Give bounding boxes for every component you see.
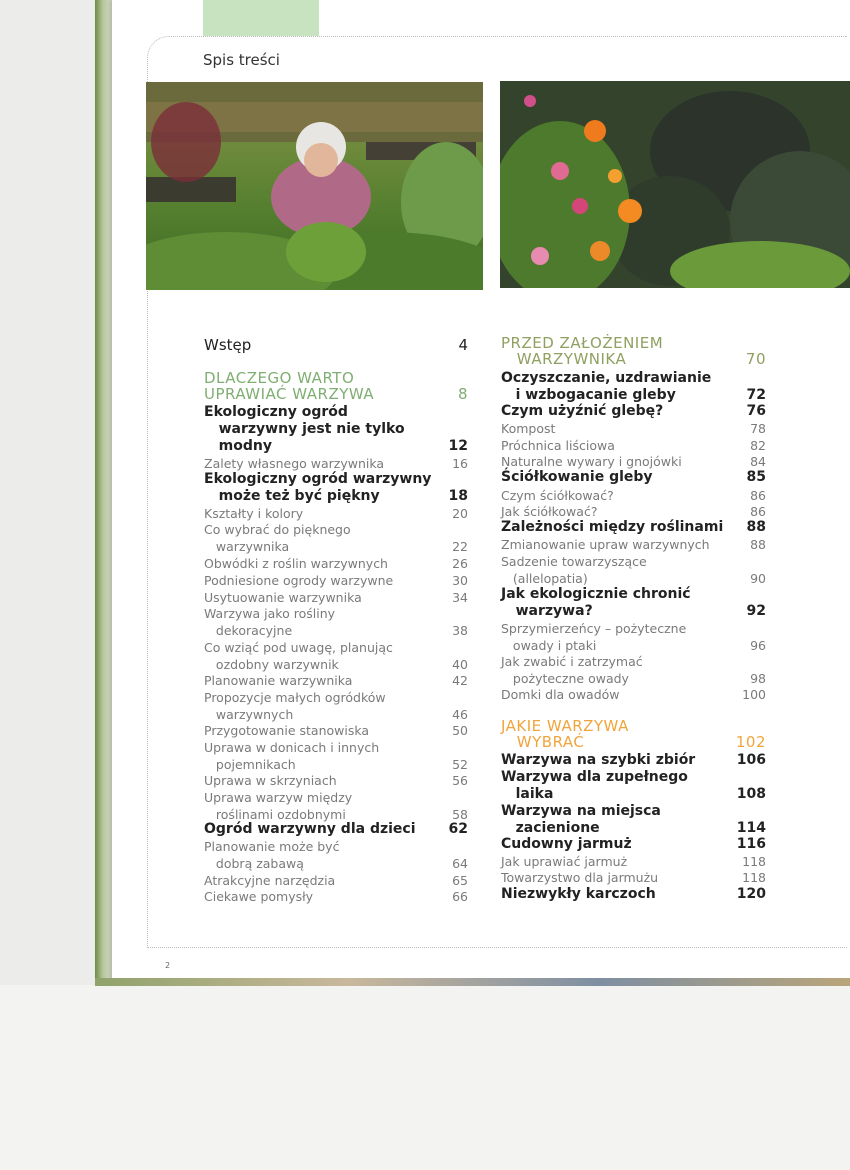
toc-entry	[501, 886, 766, 903]
toc-entry	[204, 639, 468, 673]
toc-entry-page: 78	[750, 421, 766, 436]
toc-entry-title: Warzywa jako rośliny dekoracyjne	[204, 606, 336, 638]
toc-entry	[204, 505, 468, 522]
toc-entry	[204, 872, 468, 889]
toc-entry	[501, 503, 766, 520]
toc-entry-title: Przygotowanie stanowiska	[204, 723, 370, 738]
toc-entry-page: 96	[750, 638, 766, 653]
toc-entry-page: 76	[746, 403, 766, 419]
toc-entry-page: 18	[448, 488, 468, 504]
toc-entry-page: 120	[736, 886, 766, 902]
toc-entry-page: 26	[452, 556, 468, 571]
toc-entry-title: Oczyszczanie, uzdrawianie i wzbogacanie gleby	[501, 370, 712, 403]
toc-entry-page: 34	[452, 590, 468, 605]
toc-entry-page: 106	[736, 752, 766, 768]
toc-entry-title: Jak uprawiać jarmuż	[501, 854, 628, 869]
page-tab	[203, 0, 319, 36]
toc-entry-title: Planowanie może być dobrą zabawą	[204, 839, 340, 871]
toc-entry-page: 102	[735, 733, 766, 751]
page-title: Spis treści	[203, 51, 280, 69]
toc-entry-page: 88	[750, 537, 766, 552]
toc-entry-page: 88	[746, 519, 766, 535]
toc-entry-page: 46	[452, 707, 468, 722]
toc-entry-title: PRZED ZAŁOŻENIEM WARZYWNIKA	[501, 334, 664, 368]
toc-entry-page: 72	[746, 387, 766, 403]
toc-entry-title: Co wziąć pod uwagę, planując ozdobny warzywnik	[204, 640, 393, 672]
toc-entry	[501, 553, 766, 587]
toc-entry-page: 118	[742, 870, 766, 885]
toc-entry	[501, 487, 766, 504]
toc-entry	[501, 836, 766, 853]
toc-entry	[501, 653, 766, 687]
toc-entry	[204, 589, 468, 606]
toc-entry-title: Jak ściółkować?	[501, 504, 598, 519]
toc-entry-page: 82	[750, 438, 766, 453]
toc-entry-page: 92	[746, 603, 766, 619]
toc-entry-page: 12	[448, 438, 468, 454]
toc-entry-title: Sprzymierzeńcy – pożyteczne owady i ptaki	[501, 621, 687, 653]
toc-entry	[204, 337, 468, 354]
toc-entry-page: 90	[750, 571, 766, 586]
kale-flowers-photo	[500, 81, 850, 288]
toc-entry-title: Propozycje małych ogródków warzywnych	[204, 690, 386, 722]
toc-entry-title: Zalety własnego warzywnika	[204, 456, 385, 471]
toc-entry-page: 8	[457, 385, 468, 403]
toc-entry	[204, 404, 468, 455]
toc-entry-title: Towarzystwo dla jarmużu	[501, 870, 659, 885]
toc-entry	[204, 471, 468, 505]
toc-entry-page: 30	[452, 573, 468, 588]
toc-entry	[204, 838, 468, 872]
toc-entry-page: 16	[452, 456, 468, 471]
toc-entry	[501, 769, 766, 803]
toc-entry	[501, 453, 766, 470]
toc-entry-title: Kształty i kolory	[204, 506, 304, 521]
toc-entry-title: Co wybrać do pięknego warzywnika	[204, 522, 351, 554]
toc-entry-title: Cudowny jarmuż	[501, 836, 632, 852]
toc-entry	[204, 772, 468, 789]
toc-entry-title: Ekologiczny ogród warzywny może też być piękny	[204, 471, 432, 504]
toc-entry-title: Warzywa na miejsca zacienione	[501, 803, 661, 836]
toc-entry-page: 38	[452, 623, 468, 638]
toc-entry-page: 86	[750, 504, 766, 519]
toc-entry-title: Uprawa w skrzyniach	[204, 773, 337, 788]
toc-entry-page: 70	[745, 350, 766, 368]
toc-entry-title: Usytuowanie warzywnika	[204, 590, 362, 605]
toc-entry-title: Niezwykły karczoch	[501, 886, 656, 902]
toc-entry-title: Ogród warzywny dla dzieci	[204, 821, 416, 837]
toc-entry-page: 20	[452, 506, 468, 521]
page-bottom-edge	[95, 978, 850, 986]
toc-entry-title: Czym użyźnić glebę?	[501, 403, 664, 419]
toc-entry	[204, 689, 468, 723]
toc-entry-title: Warzywa na szybki zbiór	[501, 752, 696, 768]
toc-entry	[501, 469, 766, 486]
toc-entry	[204, 521, 468, 555]
toc-entry	[204, 722, 468, 739]
toc-entry	[501, 869, 766, 886]
toc-entry	[204, 555, 468, 572]
scan-background	[0, 0, 105, 985]
toc-entry-title: Podniesione ogrody warzywne	[204, 573, 394, 588]
toc-entry-title: JAKIE WARZYWA WYBRAĆ	[501, 717, 629, 751]
toc-entry-title: Ekologiczny ogród warzywny jest nie tylko modny	[204, 404, 405, 454]
toc-entry-page: 50	[452, 723, 468, 738]
toc-entry	[501, 803, 766, 837]
toc-entry-page: 100	[742, 687, 766, 702]
toc-entry	[204, 888, 468, 905]
toc-entry-title: Planowanie warzywnika	[204, 673, 353, 688]
toc-entry-title: Naturalne wywary i gnojówki	[501, 454, 682, 469]
toc-entry	[501, 420, 766, 437]
toc-entry-page: 56	[452, 773, 468, 788]
page-number: 2	[165, 961, 171, 970]
toc-entry	[501, 519, 766, 536]
gardener-photo	[146, 82, 483, 290]
toc-entry	[204, 370, 468, 402]
toc-entry-title: Zmianowanie upraw warzywnych	[501, 537, 710, 552]
toc-entry-title: Czym ściółkować?	[501, 488, 614, 503]
toc-entry	[501, 335, 766, 367]
toc-entry	[204, 672, 468, 689]
toc-entry-title: Uprawa w donicach i innych pojemnikach	[204, 740, 380, 772]
toc-entry-title: DLACZEGO WARTO UPRAWIAĆ WARZYWA	[204, 369, 375, 403]
toc-entry-title: Próchnica liściowa	[501, 438, 615, 453]
toc-entry-title: Atrakcyjne narzędzia	[204, 873, 336, 888]
toc-entry-page: 116	[736, 836, 766, 852]
toc-entry-title: Ciekawe pomysły	[204, 889, 314, 904]
toc-entry-page: 65	[452, 873, 468, 888]
toc-entry-page: 118	[742, 854, 766, 869]
toc-entry-page: 58	[452, 807, 468, 822]
toc-entry-page: 84	[750, 454, 766, 469]
toc-entry-page: 66	[452, 889, 468, 904]
toc-entry-title: Domki dla owadów	[501, 687, 620, 702]
toc-entry-page: 52	[452, 757, 468, 772]
toc-entry	[501, 437, 766, 454]
toc-entry-page: 114	[736, 820, 766, 836]
toc-entry	[501, 370, 766, 404]
toc-entry-title: Sadzenie towarzyszące (allelopatia)	[501, 554, 647, 586]
toc-entry-title: Wstęp	[204, 336, 252, 354]
toc-entry-page: 86	[750, 488, 766, 503]
toc-entry-page: 62	[448, 821, 468, 837]
toc-entry	[204, 605, 468, 639]
toc-entry-page: 98	[750, 671, 766, 686]
toc-entry-page: 64	[452, 856, 468, 871]
toc-entry	[501, 536, 766, 553]
toc-entry-page: 4	[458, 336, 468, 354]
toc-entry	[501, 853, 766, 870]
toc-entry	[501, 403, 766, 420]
toc-entry	[204, 572, 468, 589]
toc-entry-title: Kompost	[501, 421, 556, 436]
toc-entry	[501, 586, 766, 620]
toc-entry-page: 42	[452, 673, 468, 688]
toc-entry-title: Uprawa warzyw między roślinami ozdobnymi	[204, 790, 353, 822]
toc-entry-title: Obwódki z roślin warzywnych	[204, 556, 388, 571]
toc-entry-page: 108	[736, 786, 766, 802]
toc-entry	[204, 789, 468, 823]
toc-entry	[501, 718, 766, 750]
toc-entry-page: 85	[746, 469, 766, 485]
toc-entry-page: 40	[452, 657, 468, 672]
toc-entry-title: Jak zwabić i zatrzymać pożyteczne owady	[501, 654, 643, 686]
toc-entry	[204, 739, 468, 773]
toc-entry-title: Warzywa dla zupełnego laika	[501, 769, 688, 802]
toc-entry	[204, 455, 468, 472]
toc-entry	[501, 686, 766, 703]
toc-entry-title: Zależności między roślinami	[501, 519, 724, 535]
toc-entry-page: 22	[452, 539, 468, 554]
toc-entry	[501, 620, 766, 654]
toc-entry	[501, 752, 766, 769]
toc-entry-title: Jak ekologicznie chronić warzywa?	[501, 586, 691, 619]
toc-entry-title: Ściółkowanie gleby	[501, 469, 653, 485]
toc-entry	[204, 821, 468, 838]
